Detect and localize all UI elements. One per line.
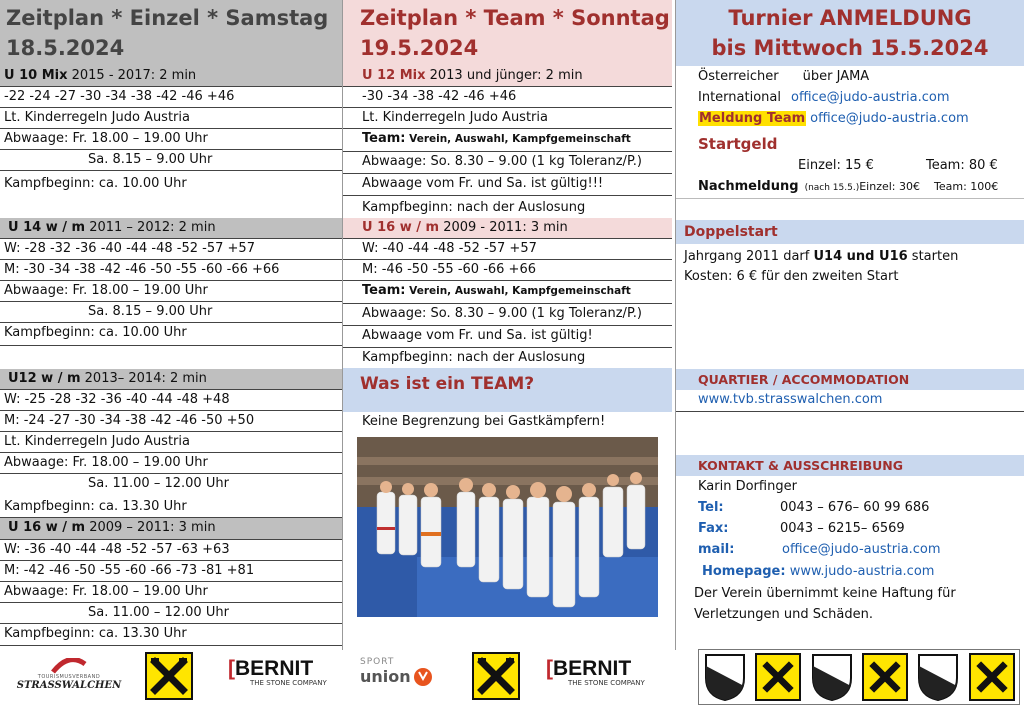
raiffeisen-gable-icon [759,658,797,696]
saturday-schedule-column [0,0,342,724]
u12-rules: Lt. Kinderregeln Judo Austria [0,432,342,453]
saturday-title: Zeitplan * Einzel * Samstag 18.5.2024 [0,0,342,66]
u12-weights-w: W: -25 -28 -32 -36 -40 -44 -48 +48 [0,390,342,411]
team-u12-header: U 12 Mix 2013 und jünger: 2 min [342,66,672,87]
double-start-title: Doppelstart [676,220,1024,244]
u12-weigh-sa: Sa. 11.00 – 12.00 Uhr [88,476,229,491]
u14-header: U 14 w / m 2011 – 2012: 2 min [0,218,342,239]
contact-phone: Tel: 0043 – 676– 60 99 686 [698,500,930,515]
u16-header: U 16 w / m 2009 – 2011: 3 min [0,518,342,540]
team-u12-weigh: Abwaage: So. 8.30 – 9.00 (1 kg Toleranz/P.) [342,152,672,174]
double-start-cost: Kosten: 6 € für den zweiten Start [684,269,899,284]
team-photo [357,437,658,617]
accommodation-title: QUARTIER / ACCOMMODATION [676,369,1024,390]
u12-weigh-fr: Abwaage: Fr. 18.00 – 19.00 Uhr [0,453,342,474]
startgeld-title: Startgeld [698,135,778,153]
contact-email-link[interactable]: office@judo-austria.com [782,542,941,557]
late-fee: Nachmeldung (nach 15.5.)Einzel: 30€ Team: 100€ [698,179,999,194]
sunday-title: Zeitplan * Team * Sonntag 19.5.2024 [342,0,672,66]
team-answer: Keine Begrenzung bei Gastkämpfern! [362,414,606,429]
u10-weigh-fr: Abwaage: Fr. 18.00 – 19.00 Uhr [0,129,342,150]
team-u16-weigh: Abwaage: So. 8.30 – 9.00 (1 kg Toleranz/P.) [342,304,672,326]
accommodation-link[interactable]: www.tvb.strasswalchen.com [698,392,883,407]
raiffeisen-logo-4 [862,653,908,701]
disclaimer-line-2: Verletzungen und Schäden. [694,607,873,622]
u16-weights-m: M: -42 -46 -50 -55 -60 -66 -73 -81 +81 [0,561,342,582]
registration-column [676,0,1024,724]
u12-start: Kampfbeginn: ca. 13.30 Uhr [0,497,342,518]
u16-start: Kampfbeginn: ca. 13.30 Uhr [0,624,342,646]
u10-rules: Lt. Kinderregeln Judo Austria [0,108,342,129]
team-u16-valid: Abwaage vom Fr. und Sa. ist gültig! [342,326,672,348]
raiffeisen-gable-icon [866,658,904,696]
registration-austria: Österreicher über JAMA [698,69,870,84]
team-question: Was ist ein TEAM? [360,374,535,394]
team-u12-rules: Lt. Kinderregeln Judo Austria [342,108,672,129]
u14-weights-w: W: -28 -32 -36 -40 -44 -48 -52 -57 +57 [0,239,342,260]
u10-weigh-sa: Sa. 8.15 – 9.00 Uhr [0,150,342,171]
u14-weigh-sa: Sa. 8.15 – 9.00 Uhr [0,302,342,323]
u14-weigh-fr: Abwaage: Fr. 18.00 – 19.00 Uhr [0,281,342,302]
contact-homepage: Homepage: www.judo-austria.com [702,564,935,579]
strasswalchen-swoosh-icon [49,658,89,674]
team-u12-start: Kampfbeginn: nach der Auslosung [362,200,586,215]
raiffeisen-logo [145,652,193,700]
registration-international: International office@judo-austria.com [698,90,950,105]
raiffeisen-logo-2 [472,652,520,700]
team-u16-start: Kampfbeginn: nach der Auslosung [362,350,586,365]
u12-header: U12 w / m 2013– 2014: 2 min [0,369,342,390]
separator [676,198,1024,199]
raiffeisen-logo-3 [755,653,801,701]
sponsor-strip [698,649,1020,705]
shield-icon [810,652,854,702]
u14-weights-m: M: -30 -34 -38 -42 -46 -50 -55 -60 -66 +66 [0,260,342,281]
u16-weigh-fr: Abwaage: Fr. 18.00 – 19.00 Uhr [0,582,342,603]
raiffeisen-gable-icon [149,656,189,696]
raiffeisen-gable-icon [476,656,516,696]
sportunion-logo: SPORT union [360,656,442,688]
contact-fax: Fax: 0043 – 6215– 6569 [698,521,905,536]
team-u16-header: U 16 w / m 2009 - 2011: 3 min [342,218,672,239]
judo-team-photo-icon [357,437,658,617]
fee-single: Einzel: 15 € Team: 80 € [798,158,998,173]
accommodation-link-row [676,390,1024,412]
bernit-logo-2: [BERNIT THE STONE COMPANY [546,657,645,687]
u16-weights-w: W: -36 -40 -44 -48 -52 -57 -63 +63 [0,540,342,561]
sportunion-circle-icon [413,667,433,687]
team-u12-team-type: Team: Verein, Auswahl, Kampfgemeinschaft [342,129,672,152]
shield-icon [703,652,747,702]
u14-start: Kampfbeginn: ca. 10.00 Uhr [0,323,342,346]
u10-header: U 10 Mix 2015 - 2017: 2 min [0,66,342,87]
team-question-box [342,368,672,412]
shield-icon [916,652,960,702]
team-u16-weights-m: M: -46 -50 -55 -60 -66 +66 [342,260,672,281]
contact-mail: mail: office@judo-austria.com [698,542,941,557]
team-u12-valid: Abwaage vom Fr. und Sa. ist gültig!!! [342,174,672,196]
contact-name: Karin Dorfinger [698,479,797,494]
u10-start: Kampfbeginn: ca. 10.00 Uhr [4,176,187,191]
contact-title: KONTAKT & AUSSCHREIBUNG [676,455,1024,476]
u16-weigh-sa: Sa. 11.00 – 12.00 Uhr [0,603,342,624]
international-email-link[interactable]: office@judo-austria.com [790,90,950,105]
sunday-schedule-column [342,0,672,724]
raiffeisen-gable-icon [973,658,1011,696]
raiffeisen-logo-5 [969,653,1015,701]
u10-weights: -22 -24 -27 -30 -34 -38 -42 -46 +46 [0,87,342,108]
strasswalchen-logo: TOURISMUSVERBAND STRASSWALCHEN [20,654,118,694]
team-u16-team-type: Team: Verein, Auswahl, Kampfgemeinschaft [342,281,672,304]
double-start-rule: Jahrgang 2011 darf U14 und U16 starten [684,249,959,264]
team-email-link[interactable]: office@judo-austria.com [810,111,969,126]
divider-1 [342,0,343,650]
homepage-link[interactable]: www.judo-austria.com [789,564,935,579]
bernit-logo: [BERNIT THE STONE COMPANY [228,657,327,687]
registration-title: Turnier ANMELDUNG bis Mittwoch 15.5.2024 [676,0,1024,66]
u12-weights-m: M: -24 -27 -30 -34 -38 -42 -46 -50 +50 [0,411,342,432]
team-u12-weights: -30 -34 -38 -42 -46 +46 [342,87,672,108]
team-u16-weights-w: W: -40 -44 -48 -52 -57 +57 [342,239,672,260]
registration-team: Meldung Team office@judo-austria.com [699,111,969,126]
disclaimer-line-1: Der Verein übernimmt keine Haftung für [694,586,956,601]
